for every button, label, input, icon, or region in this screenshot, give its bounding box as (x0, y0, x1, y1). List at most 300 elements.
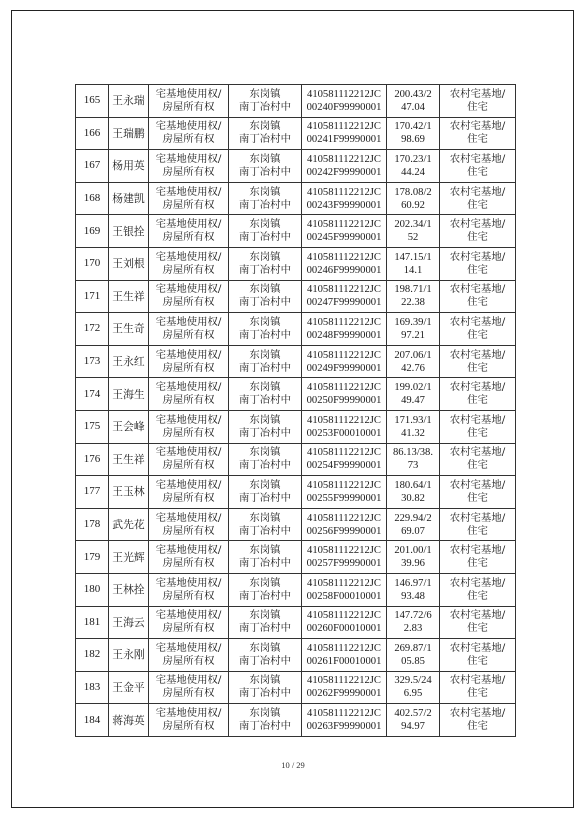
area-cell (387, 85, 440, 118)
usage-line: 农村宅基地/ (449, 446, 506, 459)
unit-code-cell (302, 671, 387, 704)
area-line: 147.72/6 (394, 610, 432, 622)
area-line: 402.57/2 (394, 708, 432, 720)
table-row (76, 704, 516, 737)
unit-code-line: 410581112212JC (307, 382, 381, 394)
usage-line: 农村宅基地/ (449, 250, 506, 263)
location-line: 东岗镇 (249, 707, 281, 720)
unit-code-line: 00254F99990001 (306, 460, 382, 472)
unit-code-line: 410581112212JC (307, 545, 381, 557)
area-line: 73 (407, 460, 419, 472)
row-number-cell: 170 (76, 247, 109, 280)
right-type-cell (149, 606, 229, 639)
unit-code-line: 410581112212JC (307, 153, 381, 165)
usage-line: 农村宅基地/ (449, 413, 506, 426)
right-type-line: 宅基地使用权/ (155, 544, 222, 557)
owner-name-cell: 王生奇 (109, 313, 149, 346)
right-type-cell (149, 541, 229, 574)
area-line: 6.95 (403, 688, 423, 700)
area-line: 05.85 (401, 655, 425, 667)
area-line: 180.64/1 (394, 479, 432, 491)
right-type-line: 宅基地使用权/ (155, 478, 222, 491)
location-line: 南丁冶村中 (239, 720, 291, 733)
area-line: 97.21 (401, 329, 425, 341)
row-number-cell: 171 (76, 280, 109, 313)
right-type-cell (149, 150, 229, 183)
row-number-cell: 184 (76, 704, 109, 737)
usage-line: 住宅 (467, 328, 488, 341)
right-type-line: 宅基地使用权/ (155, 576, 222, 589)
area-line: 41.32 (401, 427, 425, 439)
area-line: 93.48 (401, 590, 425, 602)
right-type-line: 房屋所有权 (162, 361, 215, 374)
unit-code-line: 410581112212JC (307, 708, 381, 720)
unit-code-line: 00255F99990001 (306, 492, 382, 504)
row-number-cell: 175 (76, 410, 109, 443)
usage-line: 农村宅基地/ (449, 641, 506, 654)
unit-code-line: 00256F99990001 (306, 525, 382, 537)
usage-cell (440, 410, 516, 443)
area-line: 170.23/1 (394, 153, 432, 165)
location-line: 东岗镇 (249, 250, 281, 263)
table-row (76, 671, 516, 704)
area-line: 44.24 (401, 166, 425, 178)
location-line: 南丁冶村中 (239, 491, 291, 504)
unit-code-line: 410581112212JC (307, 642, 381, 654)
unit-code-line: 410581112212JC (307, 121, 381, 133)
row-number-cell: 177 (76, 476, 109, 509)
right-type-line: 房屋所有权 (162, 687, 215, 700)
row-number-cell: 183 (76, 671, 109, 704)
usage-line: 农村宅基地/ (449, 315, 506, 328)
right-type-line: 房屋所有权 (162, 100, 215, 113)
table-row (76, 280, 516, 313)
area-cell (387, 378, 440, 411)
owner-name-cell: 王生祥 (109, 280, 149, 313)
right-type-cell (149, 443, 229, 476)
row-number-cell: 167 (76, 150, 109, 183)
owner-name-cell: 杨用英 (109, 150, 149, 183)
location-line: 南丁冶村中 (239, 557, 291, 570)
location-line: 南丁冶村中 (239, 654, 291, 667)
table-row (76, 639, 516, 672)
right-type-line: 房屋所有权 (162, 198, 215, 211)
usage-cell (440, 182, 516, 215)
right-type-cell (149, 117, 229, 150)
location-line: 东岗镇 (249, 315, 281, 328)
location-line: 南丁冶村中 (239, 263, 291, 276)
owner-name-cell: 王海生 (109, 378, 149, 411)
location-cell (229, 541, 302, 574)
right-type-line: 房屋所有权 (162, 524, 215, 537)
area-line: 94.97 (401, 721, 425, 733)
area-line: 178.08/2 (394, 186, 432, 198)
usage-cell (440, 215, 516, 248)
table-row (76, 443, 516, 476)
unit-code-cell (302, 443, 387, 476)
right-type-cell (149, 215, 229, 248)
table-row (76, 410, 516, 443)
area-cell (387, 215, 440, 248)
location-line: 南丁冶村中 (239, 524, 291, 537)
location-line: 南丁冶村中 (239, 622, 291, 635)
location-line: 南丁冶村中 (239, 361, 291, 374)
right-type-line: 宅基地使用权/ (155, 120, 222, 133)
location-line: 南丁冶村中 (239, 459, 291, 472)
table-body (76, 85, 516, 737)
unit-code-cell (302, 280, 387, 313)
page-number: 10 / 29 (281, 760, 305, 770)
location-line: 南丁冶村中 (239, 589, 291, 602)
table-row (76, 378, 516, 411)
usage-cell (440, 280, 516, 313)
unit-code-line: 00243F99990001 (306, 199, 382, 211)
usage-line: 住宅 (467, 687, 488, 700)
unit-code-line: 00258F00010001 (306, 590, 382, 602)
right-type-cell (149, 280, 229, 313)
location-cell (229, 443, 302, 476)
row-number-cell: 165 (76, 85, 109, 118)
usage-line: 农村宅基地/ (449, 707, 506, 720)
right-type-line: 宅基地使用权/ (155, 413, 222, 426)
unit-code-cell (302, 508, 387, 541)
area-line: 207.06/1 (394, 349, 432, 361)
row-number-cell: 169 (76, 215, 109, 248)
row-number-cell: 178 (76, 508, 109, 541)
owner-name-cell: 蒋海英 (109, 704, 149, 737)
right-type-line: 宅基地使用权/ (155, 218, 222, 231)
area-cell (387, 443, 440, 476)
usage-line: 农村宅基地/ (449, 218, 506, 231)
owner-name-cell: 王瑞鹏 (109, 117, 149, 150)
right-type-line: 宅基地使用权/ (155, 87, 222, 100)
area-cell (387, 508, 440, 541)
area-line: 147.15/1 (394, 251, 432, 263)
usage-line: 住宅 (467, 296, 488, 309)
area-cell (387, 410, 440, 443)
area-cell (387, 247, 440, 280)
location-cell (229, 117, 302, 150)
location-line: 东岗镇 (249, 446, 281, 459)
owner-name-cell: 王海云 (109, 606, 149, 639)
location-cell (229, 573, 302, 606)
location-cell (229, 313, 302, 346)
usage-cell (440, 117, 516, 150)
right-type-cell (149, 476, 229, 509)
location-line: 东岗镇 (249, 283, 281, 296)
usage-cell (440, 508, 516, 541)
area-line: 22.38 (401, 297, 425, 309)
area-cell (387, 704, 440, 737)
usage-cell (440, 573, 516, 606)
right-type-line: 宅基地使用权/ (155, 511, 222, 524)
unit-code-line: 410581112212JC (307, 284, 381, 296)
area-cell (387, 117, 440, 150)
table-row (76, 117, 516, 150)
right-type-line: 房屋所有权 (162, 296, 215, 309)
location-cell (229, 606, 302, 639)
location-cell (229, 508, 302, 541)
unit-code-line: 00241F99990001 (306, 134, 382, 146)
row-number-cell: 174 (76, 378, 109, 411)
area-line: 60.92 (401, 199, 425, 211)
right-type-line: 房屋所有权 (162, 426, 215, 439)
usage-cell (440, 606, 516, 639)
unit-code-cell (302, 150, 387, 183)
usage-cell (440, 247, 516, 280)
usage-line: 住宅 (467, 426, 488, 439)
usage-line: 住宅 (467, 589, 488, 602)
location-line: 东岗镇 (249, 609, 281, 622)
usage-cell (440, 378, 516, 411)
usage-cell (440, 345, 516, 378)
owner-name-cell: 王刘根 (109, 247, 149, 280)
unit-code-line: 410581112212JC (307, 512, 381, 524)
area-line: 2.83 (403, 623, 423, 635)
right-type-line: 宅基地使用权/ (155, 315, 222, 328)
right-type-line: 房屋所有权 (162, 263, 215, 276)
right-type-line: 房屋所有权 (162, 720, 215, 733)
owner-name-cell: 王金平 (109, 671, 149, 704)
area-line: 49.47 (401, 395, 425, 407)
usage-cell (440, 443, 516, 476)
area-line: 329.5/24 (394, 675, 432, 687)
area-line: 199.02/1 (394, 382, 432, 394)
unit-code-cell (302, 182, 387, 215)
unit-code-line: 00246F99990001 (306, 264, 382, 276)
area-line: 42.76 (401, 362, 425, 374)
location-cell (229, 345, 302, 378)
right-type-cell (149, 573, 229, 606)
owner-name-cell: 王生祥 (109, 443, 149, 476)
unit-code-line: 00262F99990001 (306, 688, 382, 700)
area-cell (387, 639, 440, 672)
unit-code-line: 00245F99990001 (306, 232, 382, 244)
location-line: 东岗镇 (249, 641, 281, 654)
right-type-cell (149, 639, 229, 672)
usage-line: 住宅 (467, 654, 488, 667)
area-line: 30.82 (401, 492, 425, 504)
location-line: 南丁冶村中 (239, 100, 291, 113)
unit-code-cell (302, 378, 387, 411)
unit-code-cell (302, 215, 387, 248)
unit-code-cell (302, 541, 387, 574)
right-type-line: 宅基地使用权/ (155, 674, 222, 687)
area-cell (387, 573, 440, 606)
unit-code-cell (302, 345, 387, 378)
area-line: 269.87/1 (394, 642, 432, 654)
right-type-cell (149, 313, 229, 346)
area-line: 86.13/38. (392, 447, 434, 459)
location-line: 东岗镇 (249, 544, 281, 557)
owner-name-cell: 王玉林 (109, 476, 149, 509)
table-row (76, 508, 516, 541)
unit-code-line: 410581112212JC (307, 414, 381, 426)
right-type-cell (149, 182, 229, 215)
usage-cell (440, 313, 516, 346)
location-cell (229, 671, 302, 704)
location-line: 东岗镇 (249, 413, 281, 426)
location-line: 南丁冶村中 (239, 296, 291, 309)
owner-name-cell: 王永瑞 (109, 85, 149, 118)
unit-code-cell (302, 247, 387, 280)
usage-cell (440, 476, 516, 509)
right-type-line: 宅基地使用权/ (155, 152, 222, 165)
location-cell (229, 85, 302, 118)
usage-line: 住宅 (467, 231, 488, 244)
location-cell (229, 280, 302, 313)
area-line: 14.1 (403, 264, 423, 276)
unit-code-cell (302, 606, 387, 639)
usage-line: 住宅 (467, 459, 488, 472)
location-line: 东岗镇 (249, 478, 281, 491)
area-line: 52 (407, 232, 419, 244)
usage-line: 农村宅基地/ (449, 152, 506, 165)
usage-line: 住宅 (467, 491, 488, 504)
unit-code-cell (302, 313, 387, 346)
right-type-line: 宅基地使用权/ (155, 250, 222, 263)
usage-line: 农村宅基地/ (449, 185, 506, 198)
usage-line: 住宅 (467, 198, 488, 211)
location-line: 南丁冶村中 (239, 231, 291, 244)
row-number-cell: 172 (76, 313, 109, 346)
right-type-line: 房屋所有权 (162, 231, 215, 244)
unit-code-cell (302, 476, 387, 509)
unit-code-line: 00250F99990001 (306, 395, 382, 407)
unit-code-cell (302, 85, 387, 118)
usage-line: 住宅 (467, 100, 488, 113)
table-row (76, 215, 516, 248)
area-line: 202.34/1 (394, 219, 432, 231)
usage-cell (440, 541, 516, 574)
right-type-line: 房屋所有权 (162, 394, 215, 407)
table-row (76, 573, 516, 606)
table-row (76, 182, 516, 215)
area-line: 169.39/1 (394, 316, 432, 328)
table-row (76, 247, 516, 280)
owner-name-cell: 武先花 (109, 508, 149, 541)
area-cell (387, 541, 440, 574)
right-type-line: 房屋所有权 (162, 459, 215, 472)
unit-code-line: 410581112212JC (307, 610, 381, 622)
usage-line: 农村宅基地/ (449, 478, 506, 491)
area-cell (387, 476, 440, 509)
location-cell (229, 378, 302, 411)
unit-code-line: 00249F99990001 (306, 362, 382, 374)
right-type-line: 宅基地使用权/ (155, 185, 222, 198)
area-line: 229.94/2 (394, 512, 432, 524)
row-number-cell: 173 (76, 345, 109, 378)
usage-line: 农村宅基地/ (449, 544, 506, 557)
location-line: 东岗镇 (249, 152, 281, 165)
location-line: 东岗镇 (249, 348, 281, 361)
location-line: 东岗镇 (249, 511, 281, 524)
unit-code-line: 00242F99990001 (306, 166, 382, 178)
area-cell (387, 182, 440, 215)
location-line: 东岗镇 (249, 120, 281, 133)
usage-line: 住宅 (467, 557, 488, 570)
right-type-cell (149, 345, 229, 378)
usage-line: 农村宅基地/ (449, 576, 506, 589)
unit-code-line: 410581112212JC (307, 447, 381, 459)
row-number-cell: 168 (76, 182, 109, 215)
usage-line: 住宅 (467, 165, 488, 178)
usage-line: 住宅 (467, 263, 488, 276)
owner-name-cell: 王会峰 (109, 410, 149, 443)
unit-code-cell (302, 117, 387, 150)
usage-line: 农村宅基地/ (449, 348, 506, 361)
location-line: 东岗镇 (249, 674, 281, 687)
right-type-line: 宅基地使用权/ (155, 283, 222, 296)
location-line: 东岗镇 (249, 381, 281, 394)
right-type-line: 宅基地使用权/ (155, 446, 222, 459)
location-line: 东岗镇 (249, 185, 281, 198)
unit-code-line: 410581112212JC (307, 88, 381, 100)
right-type-cell (149, 85, 229, 118)
right-type-cell (149, 508, 229, 541)
unit-code-line: 410581112212JC (307, 219, 381, 231)
area-line: 98.69 (401, 134, 425, 146)
area-line: 170.42/1 (394, 121, 432, 133)
row-number-cell: 166 (76, 117, 109, 150)
property-rights-table (75, 84, 516, 737)
unit-code-line: 410581112212JC (307, 251, 381, 263)
usage-line: 住宅 (467, 622, 488, 635)
location-cell (229, 410, 302, 443)
usage-line: 农村宅基地/ (449, 87, 506, 100)
location-line: 南丁冶村中 (239, 687, 291, 700)
right-type-line: 宅基地使用权/ (155, 707, 222, 720)
right-type-line: 房屋所有权 (162, 491, 215, 504)
usage-line: 住宅 (467, 524, 488, 537)
usage-line: 住宅 (467, 720, 488, 733)
area-line: 146.97/1 (394, 577, 432, 589)
unit-code-line: 410581112212JC (307, 349, 381, 361)
location-line: 南丁冶村中 (239, 328, 291, 341)
usage-line: 住宅 (467, 361, 488, 374)
location-line: 东岗镇 (249, 218, 281, 231)
location-cell (229, 476, 302, 509)
table-row (76, 345, 516, 378)
right-type-line: 宅基地使用权/ (155, 641, 222, 654)
location-line: 东岗镇 (249, 87, 281, 100)
right-type-line: 宅基地使用权/ (155, 609, 222, 622)
usage-cell (440, 639, 516, 672)
right-type-line: 房屋所有权 (162, 328, 215, 341)
unit-code-cell (302, 573, 387, 606)
row-number-cell: 180 (76, 573, 109, 606)
owner-name-cell: 杨建凯 (109, 182, 149, 215)
owner-name-cell: 王永红 (109, 345, 149, 378)
usage-line: 农村宅基地/ (449, 283, 506, 296)
usage-line: 农村宅基地/ (449, 120, 506, 133)
right-type-cell (149, 704, 229, 737)
table-row (76, 313, 516, 346)
table-row (76, 85, 516, 118)
unit-code-line: 410581112212JC (307, 479, 381, 491)
area-line: 201.00/1 (394, 545, 432, 557)
right-type-cell (149, 410, 229, 443)
unit-code-line: 410581112212JC (307, 186, 381, 198)
row-number-cell: 182 (76, 639, 109, 672)
location-cell (229, 150, 302, 183)
area-cell (387, 606, 440, 639)
unit-code-line: 410581112212JC (307, 577, 381, 589)
area-cell (387, 280, 440, 313)
unit-code-line: 00263F99990001 (306, 721, 382, 733)
area-line: 198.71/1 (394, 284, 432, 296)
unit-code-line: 00261F00010001 (306, 655, 382, 667)
